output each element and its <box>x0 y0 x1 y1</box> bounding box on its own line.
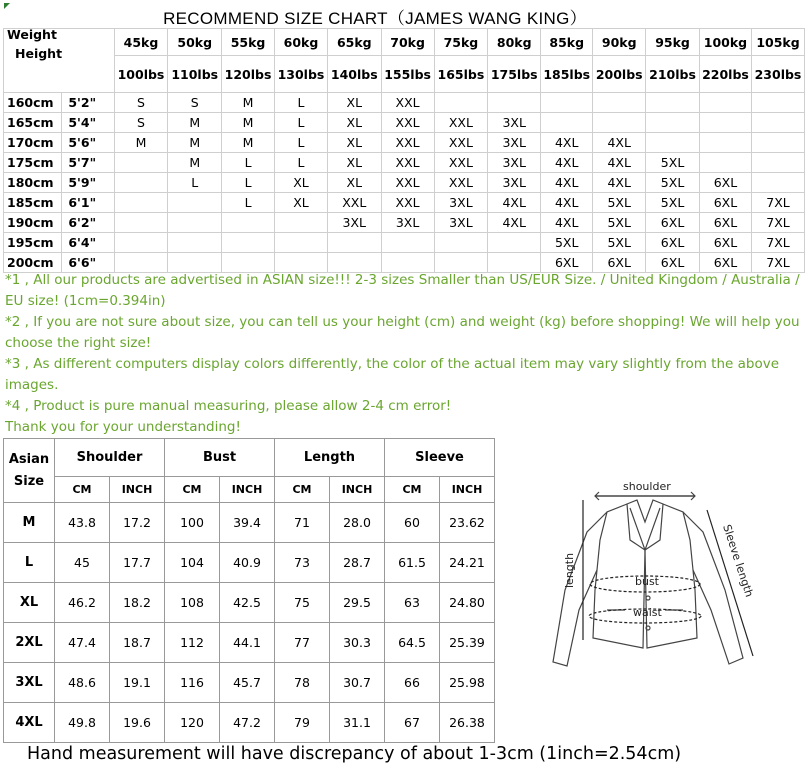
unit-cell: CM <box>55 477 110 503</box>
weight-height-corner <box>4 29 115 93</box>
asian-size-cell: 2XL <box>4 623 55 663</box>
weight-kg-cell: 80kg <box>488 29 541 56</box>
jacket-illustration <box>545 470 765 670</box>
size-cell <box>381 233 434 253</box>
size-cell: S <box>168 93 222 113</box>
size-cell <box>751 93 804 113</box>
recommend-rows <box>4 93 805 273</box>
measure-value-cell: 29.5 <box>330 583 385 623</box>
measure-value-cell: 47.2 <box>220 703 275 743</box>
measure-value-cell: 43.8 <box>55 503 110 543</box>
weight-lbs-cell: 130lbs <box>275 56 328 93</box>
size-cell <box>646 133 700 153</box>
asian-size-table <box>3 438 495 743</box>
size-cell: 6XL <box>593 253 646 273</box>
size-cell: 6XL <box>699 253 751 273</box>
size-cell: 5XL <box>646 193 700 213</box>
size-cell: L <box>222 153 275 173</box>
measure-value-cell: 49.8 <box>55 703 110 743</box>
measure-value-cell: 67 <box>385 703 440 743</box>
size-cell: XL <box>275 193 328 213</box>
size-cell: L <box>222 173 275 193</box>
unit-cell: CM <box>275 477 330 503</box>
waist-label: waist <box>633 606 662 619</box>
height-row <box>4 133 805 153</box>
asian-size-row <box>4 583 495 623</box>
asian-size-row <box>4 543 495 583</box>
measure-value-cell: 71 <box>275 503 330 543</box>
size-cell: XXL <box>434 153 488 173</box>
asian-rows <box>4 503 495 743</box>
bust-label: bust <box>635 575 659 588</box>
measure-value-cell: 30.3 <box>330 623 385 663</box>
size-cell: XXL <box>381 173 434 193</box>
size-cell <box>488 93 541 113</box>
measure-value-cell: 25.98 <box>440 663 495 703</box>
size-cell <box>751 153 804 173</box>
size-cell: L <box>275 153 328 173</box>
footer-note: Hand measurement will have discrepancy of about 1-3cm (1inch=2.54cm) <box>27 744 682 764</box>
height-row <box>4 193 805 213</box>
size-cell: 5XL <box>646 153 700 173</box>
weight-lbs-cell: 175lbs <box>488 56 541 93</box>
height-row <box>4 173 805 193</box>
measure-value-cell: 30.7 <box>330 663 385 703</box>
size-cell <box>168 213 222 233</box>
height-row <box>4 233 805 253</box>
measure-value-cell: 24.80 <box>440 583 495 623</box>
size-cell: 7XL <box>751 253 804 273</box>
measure-group-cell: Bust <box>165 439 275 477</box>
size-cell: L <box>168 173 222 193</box>
size-cell: XL <box>327 153 381 173</box>
weight-kg-cell: 90kg <box>593 29 646 56</box>
asian-size-cell: 4XL <box>4 703 55 743</box>
size-cell <box>327 233 381 253</box>
weight-kg-cell: 45kg <box>114 29 168 56</box>
weight-lbs-cell: 165lbs <box>434 56 488 93</box>
size-cell <box>751 133 804 153</box>
size-cell: 7XL <box>751 233 804 253</box>
height-ft-cell: 5'2" <box>62 93 114 113</box>
height-ft-cell: 5'6" <box>62 133 114 153</box>
weight-lbs-cell: 210lbs <box>646 56 700 93</box>
weight-lbs-cell: 100lbs <box>114 56 168 93</box>
size-cell <box>222 233 275 253</box>
size-cell: 3XL <box>327 213 381 233</box>
size-cell: 3XL <box>488 173 541 193</box>
measure-value-cell: 24.21 <box>440 543 495 583</box>
height-ft-cell: 5'7" <box>62 153 114 173</box>
height-row <box>4 213 805 233</box>
size-cell: 5XL <box>593 213 646 233</box>
size-cell: XL <box>327 173 381 193</box>
size-cell: L <box>275 133 328 153</box>
size-cell <box>541 113 593 133</box>
size-cell: 4XL <box>541 193 593 213</box>
size-cell: 3XL <box>434 213 488 233</box>
measure-value-cell: 44.1 <box>220 623 275 663</box>
size-cell: 6XL <box>646 233 700 253</box>
unit-cell: INCH <box>440 477 495 503</box>
weight-lbs-cell: 230lbs <box>751 56 804 93</box>
measure-value-cell: 78 <box>275 663 330 703</box>
measure-value-cell: 42.5 <box>220 583 275 623</box>
weight-lbs-cell: 185lbs <box>541 56 593 93</box>
weight-lbs-cell: 110lbs <box>168 56 222 93</box>
size-cell <box>751 113 804 133</box>
size-cell: 4XL <box>488 213 541 233</box>
size-cell: 3XL <box>381 213 434 233</box>
size-cell <box>646 93 700 113</box>
height-ft-cell: 5'4" <box>62 113 114 133</box>
weight-lbs-cell: 200lbs <box>593 56 646 93</box>
measure-value-cell: 73 <box>275 543 330 583</box>
size-cell: 6XL <box>699 173 751 193</box>
unit-cell: CM <box>165 477 220 503</box>
size-cell: 4XL <box>593 153 646 173</box>
height-cm-cell: 160cm <box>4 93 62 113</box>
size-cell: M <box>114 133 168 153</box>
size-cell: 5XL <box>541 233 593 253</box>
measure-group-cell: Shoulder <box>55 439 165 477</box>
weight-lbs-cell: 120lbs <box>222 56 275 93</box>
height-ft-cell: 5'9" <box>62 173 114 193</box>
size-cell: XXL <box>434 133 488 153</box>
measure-group-cell: Sleeve <box>385 439 495 477</box>
unit-cell: CM <box>385 477 440 503</box>
size-cell: 3XL <box>488 133 541 153</box>
size-cell: 7XL <box>751 193 804 213</box>
height-label: Height <box>15 46 63 61</box>
size-cell: M <box>222 93 275 113</box>
measure-value-cell: 45.7 <box>220 663 275 703</box>
measure-group-cell: Length <box>275 439 385 477</box>
size-cell <box>114 233 168 253</box>
height-ft-cell: 6'4" <box>62 233 114 253</box>
size-cell: M <box>222 113 275 133</box>
measure-value-cell: 19.1 <box>110 663 165 703</box>
size-cell <box>275 213 328 233</box>
weight-kg-cell: 65kg <box>327 29 381 56</box>
height-cm-cell: 170cm <box>4 133 62 153</box>
measure-value-cell: 45 <box>55 543 110 583</box>
size-cell <box>699 153 751 173</box>
measure-value-cell: 77 <box>275 623 330 663</box>
asian-size-text: Asian Size <box>8 451 50 489</box>
note-line: *3 , As different computers display colors differently, the color of the actual item may vary slightly from the above images. <box>5 356 779 393</box>
measure-value-cell: 23.62 <box>440 503 495 543</box>
asian-size-cell: XL <box>4 583 55 623</box>
size-cell: XXL <box>434 113 488 133</box>
measure-value-cell: 25.39 <box>440 623 495 663</box>
measure-value-cell: 63 <box>385 583 440 623</box>
height-cm-cell: 185cm <box>4 193 62 213</box>
weight-lbs-cell: 155lbs <box>381 56 434 93</box>
size-cell <box>114 153 168 173</box>
asian-size-row <box>4 623 495 663</box>
size-cell <box>222 213 275 233</box>
size-cell: XXL <box>381 93 434 113</box>
measure-value-cell: 47.4 <box>55 623 110 663</box>
measure-value-cell: 112 <box>165 623 220 663</box>
weight-lbs-row <box>4 56 805 93</box>
size-cell <box>275 233 328 253</box>
size-cell: M <box>168 153 222 173</box>
size-cell: S <box>114 113 168 133</box>
height-cm-cell: 190cm <box>4 213 62 233</box>
size-cell: M <box>222 133 275 153</box>
asian-size-label <box>4 439 55 503</box>
length-label: length <box>563 552 576 588</box>
measure-value-cell: 26.38 <box>440 703 495 743</box>
height-cm-cell: 200cm <box>4 253 62 273</box>
size-cell <box>114 173 168 193</box>
size-cell: XL <box>327 133 381 153</box>
weight-kg-cell: 100kg <box>699 29 751 56</box>
measure-value-cell: 61.5 <box>385 543 440 583</box>
size-cell <box>168 233 222 253</box>
measure-value-cell: 18.7 <box>110 623 165 663</box>
size-cell: XXL <box>381 113 434 133</box>
unit-cell: INCH <box>220 477 275 503</box>
size-cell: 6XL <box>646 253 700 273</box>
size-cell <box>434 93 488 113</box>
height-row <box>4 113 805 133</box>
size-cell <box>114 213 168 233</box>
size-cell: M <box>168 113 222 133</box>
unit-cell: INCH <box>110 477 165 503</box>
note-line: *4 , Product is pure manual measuring, please allow 2-4 cm error! <box>5 398 452 414</box>
weight-kg-cell: 75kg <box>434 29 488 56</box>
measure-value-cell: 79 <box>275 703 330 743</box>
height-cm-cell: 195cm <box>4 233 62 253</box>
measure-value-cell: 66 <box>385 663 440 703</box>
weight-kg-row <box>4 29 805 56</box>
size-cell: XL <box>327 113 381 133</box>
size-cell: S <box>114 93 168 113</box>
size-cell <box>434 233 488 253</box>
shoulder-label: shoulder <box>623 480 671 493</box>
height-cm-cell: 180cm <box>4 173 62 193</box>
size-cell: XXL <box>381 193 434 213</box>
size-cell <box>488 233 541 253</box>
asian-size-cell: L <box>4 543 55 583</box>
weight-kg-cell: 55kg <box>222 29 275 56</box>
size-cell: 4XL <box>593 173 646 193</box>
weight-lbs-cell: 220lbs <box>699 56 751 93</box>
page-title: RECOMMEND SIZE CHART（JAMES WANG KING） <box>163 9 587 28</box>
size-cell: XL <box>275 173 328 193</box>
size-cell: 3XL <box>488 113 541 133</box>
height-ft-cell: 6'2" <box>62 213 114 233</box>
size-cell <box>699 133 751 153</box>
size-cell <box>593 93 646 113</box>
size-cell: 3XL <box>434 193 488 213</box>
measure-value-cell: 75 <box>275 583 330 623</box>
size-cell: 4XL <box>488 193 541 213</box>
measure-group-row <box>4 439 495 477</box>
weight-kg-cell: 70kg <box>381 29 434 56</box>
size-cell <box>541 93 593 113</box>
measure-value-cell: 31.1 <box>330 703 385 743</box>
weight-kg-cell: 50kg <box>168 29 222 56</box>
measure-value-cell: 17.2 <box>110 503 165 543</box>
size-cell: L <box>222 193 275 213</box>
size-cell <box>114 193 168 213</box>
asian-size-row <box>4 503 495 543</box>
size-cell: 5XL <box>646 173 700 193</box>
size-cell <box>168 193 222 213</box>
measure-value-cell: 104 <box>165 543 220 583</box>
size-cell <box>646 113 700 133</box>
size-cell: XXL <box>381 133 434 153</box>
size-cell: 4XL <box>541 173 593 193</box>
size-cell: 4XL <box>541 133 593 153</box>
weight-lbs-cell: 140lbs <box>327 56 381 93</box>
size-cell: 7XL <box>751 213 804 233</box>
note-line: Thank you for your understanding! <box>5 419 241 435</box>
height-row <box>4 153 805 173</box>
size-cell: XXL <box>434 173 488 193</box>
size-cell <box>699 113 751 133</box>
size-cell: 5XL <box>593 233 646 253</box>
height-cm-cell: 175cm <box>4 153 62 173</box>
measure-value-cell: 18.2 <box>110 583 165 623</box>
measure-value-cell: 39.4 <box>220 503 275 543</box>
measure-value-cell: 120 <box>165 703 220 743</box>
weight-label: Weight <box>7 27 57 42</box>
size-cell: 4XL <box>593 133 646 153</box>
jacket-measurement-diagram <box>545 470 765 670</box>
size-cell: 6XL <box>699 233 751 253</box>
measure-value-cell: 28.7 <box>330 543 385 583</box>
size-cell: XXL <box>327 193 381 213</box>
asian-size-row <box>4 663 495 703</box>
size-cell: 5XL <box>593 193 646 213</box>
measure-value-cell: 19.6 <box>110 703 165 743</box>
asian-size-row <box>4 703 495 743</box>
measure-value-cell: 17.7 <box>110 543 165 583</box>
measure-value-cell: 60 <box>385 503 440 543</box>
measure-value-cell: 40.9 <box>220 543 275 583</box>
size-cell: 6XL <box>699 193 751 213</box>
notes-section <box>5 270 800 438</box>
measure-value-cell: 100 <box>165 503 220 543</box>
corner-marker <box>4 3 10 9</box>
size-cell <box>699 93 751 113</box>
measure-value-cell: 108 <box>165 583 220 623</box>
unit-cell: INCH <box>330 477 385 503</box>
size-cell: M <box>168 133 222 153</box>
asian-size-cell: 3XL <box>4 663 55 703</box>
sleeve-length-label: Sleeve length <box>720 522 756 599</box>
size-cell: 6XL <box>646 213 700 233</box>
weight-kg-cell: 85kg <box>541 29 593 56</box>
size-cell: XL <box>327 93 381 113</box>
size-cell: L <box>275 113 328 133</box>
size-cell: XXL <box>381 153 434 173</box>
note-line: *1 , All our products are advertised in ASIAN size!!! 2-3 sizes Smaller than US/EUR Size. / United Kingdom / Australia / EU size! (1cm=0.394in) <box>5 272 800 309</box>
size-cell: 4XL <box>541 213 593 233</box>
weight-kg-cell: 95kg <box>646 29 700 56</box>
weight-kg-cell: 105kg <box>751 29 804 56</box>
unit-row <box>4 477 495 503</box>
height-row <box>4 93 805 113</box>
size-cell: 3XL <box>488 153 541 173</box>
measure-value-cell: 48.6 <box>55 663 110 703</box>
size-cell <box>751 173 804 193</box>
asian-size-cell: M <box>4 503 55 543</box>
measure-value-cell: 64.5 <box>385 623 440 663</box>
height-cm-cell: 165cm <box>4 113 62 133</box>
height-ft-cell: 6'6" <box>62 253 114 273</box>
size-cell: L <box>275 93 328 113</box>
size-cell: 6XL <box>541 253 593 273</box>
measure-value-cell: 46.2 <box>55 583 110 623</box>
height-ft-cell: 6'1" <box>62 193 114 213</box>
size-cell: 6XL <box>699 213 751 233</box>
recommend-size-table <box>3 28 805 273</box>
size-cell <box>593 113 646 133</box>
size-cell: 4XL <box>541 153 593 173</box>
measure-value-cell: 116 <box>165 663 220 703</box>
weight-kg-cell: 60kg <box>275 29 328 56</box>
measure-value-cell: 28.0 <box>330 503 385 543</box>
note-line: *2 , If you are not sure about size, you can tell us your height (cm) and weight (kg) before shopping! We will help you choose the right size! <box>5 314 800 351</box>
